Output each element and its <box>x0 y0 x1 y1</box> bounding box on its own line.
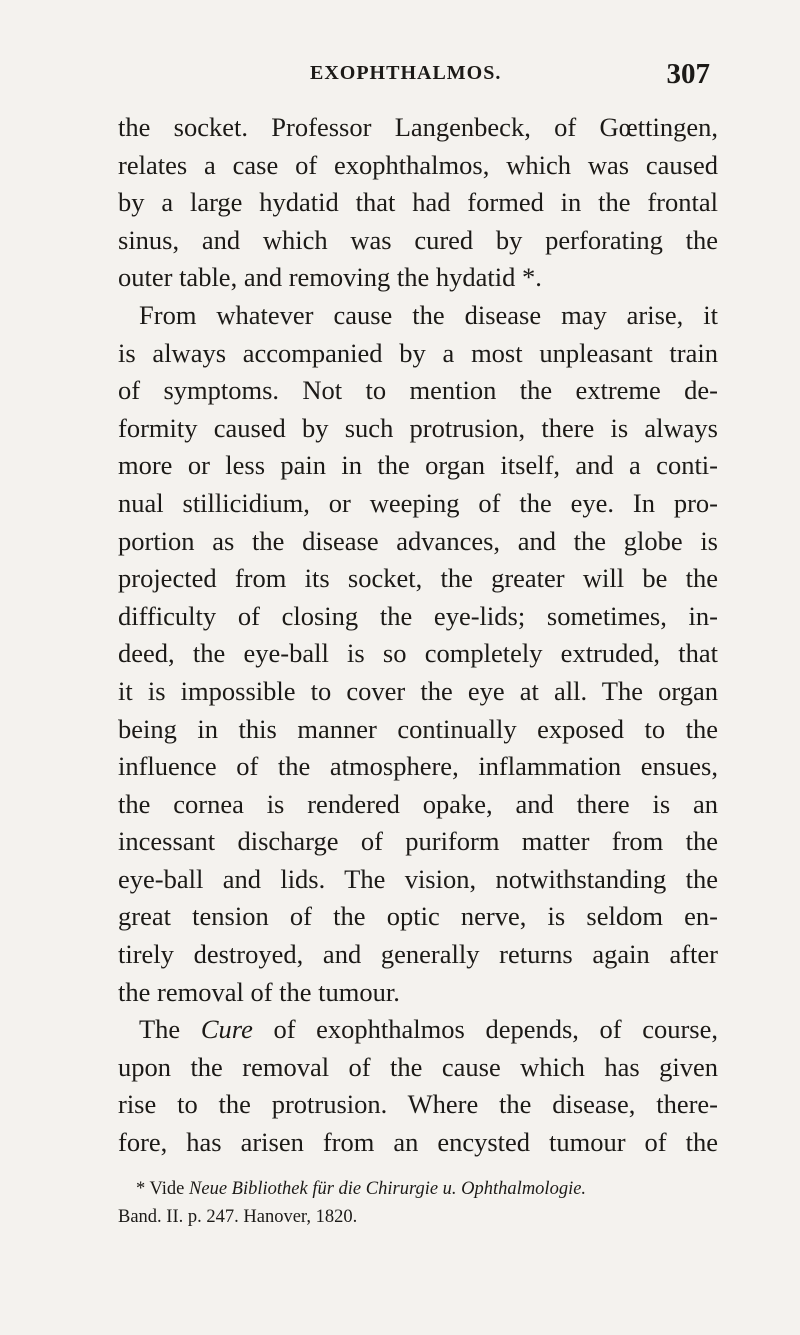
text-line: the cornea is rendered opake, and there is an <box>118 788 718 819</box>
text-line: eye-ball and lids. The vision, notwithstanding the <box>118 863 718 894</box>
text-line: being in this manner continually exposed to the <box>118 713 718 744</box>
text-line: more or less pain in the organ itself, and a conti- <box>118 450 718 481</box>
footnote-line <box>118 1175 718 1203</box>
running-head <box>118 58 710 92</box>
text-line: outer table, and removing the hydatid *. <box>118 262 542 293</box>
text-line: incessant discharge of puriform matter from the <box>118 826 718 857</box>
text-line: is always accompanied by a most unpleasant train <box>118 337 718 368</box>
text-line: fore, has arisen from an encysted tumour of the <box>118 1127 718 1158</box>
footnote-marker: * Vide <box>136 1179 190 1199</box>
body-text <box>118 109 718 1162</box>
text-line: it is impossible to cover the eye at all. The organ <box>118 675 718 706</box>
text-line: formity caused by such protrusion, there is always <box>118 412 718 443</box>
text-line: great tension of the optic nerve, is seldom en- <box>118 901 718 932</box>
cure-line-before: The <box>139 1014 201 1045</box>
text-line: rise to the protrusion. Where the disease, there- <box>118 1089 718 1120</box>
text-line: upon the removal of the cause which has given <box>118 1051 718 1082</box>
text-line: sinus, and which was cured by perforating the <box>118 224 718 255</box>
text-line: tirely destroyed, and generally returns again after <box>118 939 718 970</box>
text-line: difficulty of closing the eye-lids; sometimes, in- <box>118 600 718 631</box>
text-line: of symptoms. Not to mention the extreme de- <box>118 375 718 406</box>
footnote-line: Band. II. p. 247. Hanover, 1820. <box>118 1207 358 1227</box>
cure-italic: Cure <box>200 1014 253 1045</box>
text-line: nual stillicidium, or weeping of the eye. In pro- <box>118 487 718 518</box>
text-line: deed, the eye-ball is so completely extruded, that <box>118 638 718 669</box>
footnote <box>118 1175 718 1231</box>
footnote-title: Neue Bibliothek für die Chirurgie u. Ophthalmologie. <box>189 1179 587 1199</box>
running-title: EXOPHTHALMOS. <box>310 62 502 84</box>
text-line: the removal of the tumour. <box>118 976 400 1007</box>
cure-line-after: of exophthalmos depends, of course, <box>252 1014 719 1045</box>
text-line: by a large hydatid that had formed in the frontal <box>118 187 718 218</box>
text-line: portion as the disease advances, and the globe is <box>118 525 718 556</box>
text-line-cure <box>118 1011 718 1049</box>
text-line: influence of the atmosphere, inflammation ensues, <box>118 751 718 782</box>
text-line: projected from its socket, the greater will be the <box>118 563 718 594</box>
page-number: 307 <box>666 58 710 90</box>
text-line: From whatever cause the disease may arise, it <box>139 299 718 330</box>
text-line: relates a case of exophthalmos, which was caused <box>118 149 718 180</box>
text-line: the socket. Professor Langenbeck, of Gœttingen, <box>118 112 718 142</box>
